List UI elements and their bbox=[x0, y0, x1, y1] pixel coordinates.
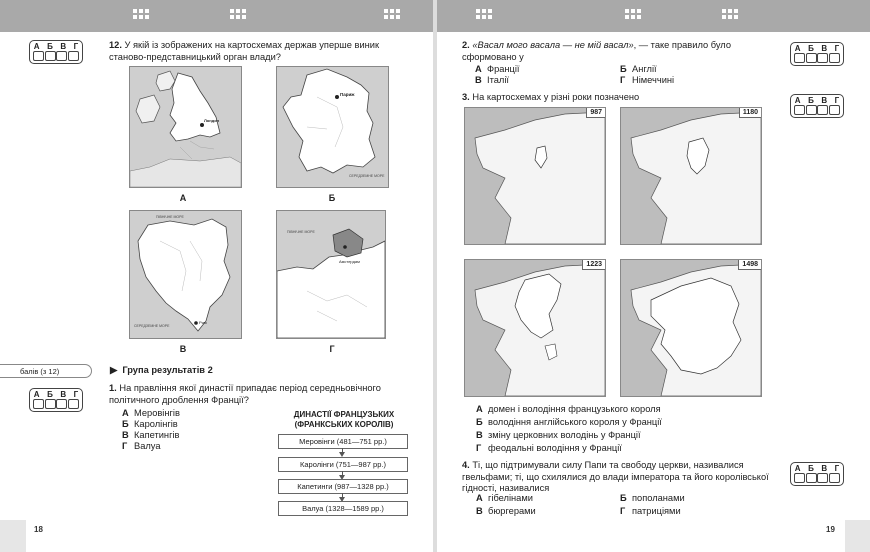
score-tag: балів (з 12) bbox=[0, 364, 92, 378]
map-v-empire bbox=[129, 210, 242, 339]
q1-option-b: Б Каролінгів bbox=[122, 419, 178, 429]
q3-option-a: А домен і володіння французького короля bbox=[476, 404, 661, 414]
dynasty-box-3: Капетинги (987—1328 рр.) bbox=[278, 479, 408, 494]
header-pattern-icon bbox=[625, 9, 647, 23]
map-987 bbox=[464, 107, 606, 245]
question-2: 2. «Васал мого васала — не мій васал», — таке правило було сформовано у bbox=[462, 40, 731, 62]
map-g-sea-label: ПІВНІЧНЕ МОРЕ bbox=[287, 230, 315, 234]
map-b-france bbox=[276, 66, 389, 188]
q2-option-v: В Італії bbox=[475, 75, 509, 85]
answer-box-q4[interactable]: А Б В Г bbox=[790, 462, 844, 486]
header-pattern-icon bbox=[384, 9, 406, 23]
q3-option-v: В зміну церковних володінь у Франції bbox=[476, 430, 641, 440]
q2-option-g: Г Німеччині bbox=[620, 75, 675, 85]
dynasty-box-4: Валуа (1328—1589 рр.) bbox=[278, 501, 408, 516]
answer-box-q2[interactable]: А Б В Г bbox=[790, 42, 844, 66]
map-g-label: Г bbox=[329, 344, 335, 354]
question-1: 1. На правління якої династії припадає період середньовічного політичного дроблення Франції? bbox=[109, 383, 381, 405]
q1-option-a: А Меровінгів bbox=[122, 408, 180, 418]
question-4: 4. Ті, що підтримували силу Папи та свободу церкви, називалися гвельфами; ті, що схилялися до влади імператора та його королівської гідності, називалися bbox=[462, 460, 769, 493]
map-g-city-label: Амстердам bbox=[339, 259, 360, 264]
answer-box-q3[interactable]: А Б В Г bbox=[790, 94, 844, 118]
q4-option-a: А гібелінами bbox=[476, 493, 533, 503]
map-v-sea-top: ПІВНІЧНЕ МОРЕ bbox=[156, 215, 184, 219]
header-pattern-icon bbox=[722, 9, 744, 23]
q4-option-g: Г патриціями bbox=[620, 506, 681, 516]
map-1180 bbox=[620, 107, 762, 245]
map-b-label: Б bbox=[328, 193, 336, 203]
map-v-sea-bottom: СЕРЕДЗЕМНЕ МОРЕ bbox=[134, 324, 170, 328]
map-a-england bbox=[129, 66, 242, 188]
header-band-left bbox=[0, 0, 433, 32]
map-year-1223: 1223 bbox=[582, 260, 605, 270]
dynasty-box-2: Каролінги (751—987 рр.) bbox=[278, 457, 408, 472]
map-v-city-label: Рим bbox=[199, 320, 207, 325]
book-spine bbox=[433, 0, 437, 552]
page-number-right: 19 bbox=[826, 525, 835, 534]
map-b-city-label: Париж bbox=[340, 92, 355, 97]
group-title: ▶ Група результатів 2 bbox=[110, 365, 213, 375]
map-g-netherlands bbox=[276, 210, 386, 339]
map-year-987: 987 bbox=[586, 108, 605, 118]
header-band-right bbox=[437, 0, 870, 32]
question-3: 3. На картосхемах у різні роки позначено bbox=[462, 92, 640, 102]
q4-option-v: В бюргерами bbox=[476, 506, 536, 516]
q1-option-v: В Капетингів bbox=[122, 430, 180, 440]
footer-band-left bbox=[0, 520, 26, 552]
map-year-1180: 1180 bbox=[739, 108, 761, 118]
map-1223 bbox=[464, 259, 606, 397]
footer-band-right bbox=[845, 520, 870, 552]
q4-option-b: Б пополанами bbox=[620, 493, 685, 503]
map-b-sea-label: СЕРЕДЗЕМНЕ МОРЕ bbox=[349, 174, 385, 178]
dynasty-box-1: Меровінги (481—751 рр.) bbox=[278, 434, 408, 449]
answer-box-q1[interactable]: А Б В Г bbox=[29, 388, 83, 412]
q2-option-a: А Франції bbox=[475, 64, 520, 74]
page-number-left: 18 bbox=[34, 525, 43, 534]
map-a-label: А bbox=[179, 193, 187, 203]
q2-option-b: Б Англії bbox=[620, 64, 657, 74]
dynasty-diagram-title: ДИНАСТІЇ ФРАНЦУЗЬКИХ (ФРАНКСЬКИХ КОРОЛІВ) bbox=[293, 410, 395, 429]
q1-option-g: Г Валуа bbox=[122, 441, 161, 451]
map-v-label: В bbox=[179, 344, 187, 354]
answer-box-q12[interactable]: А Б В Г bbox=[29, 40, 83, 64]
q3-option-g: Г феодальні володіння у Франції bbox=[476, 443, 622, 453]
header-pattern-icon bbox=[476, 9, 498, 23]
map-a-city-label: Лондон bbox=[204, 118, 220, 123]
map-year-1498: 1498 bbox=[738, 260, 761, 270]
map-1498 bbox=[620, 259, 762, 397]
q3-option-b: Б володіння англійського короля у Франції bbox=[476, 417, 662, 427]
header-pattern-icon bbox=[133, 9, 155, 23]
question-12: 12. У якій із зображених на картосхемах держав уперше виник станово-представницький орган влади? bbox=[109, 40, 380, 62]
header-pattern-icon bbox=[230, 9, 252, 23]
